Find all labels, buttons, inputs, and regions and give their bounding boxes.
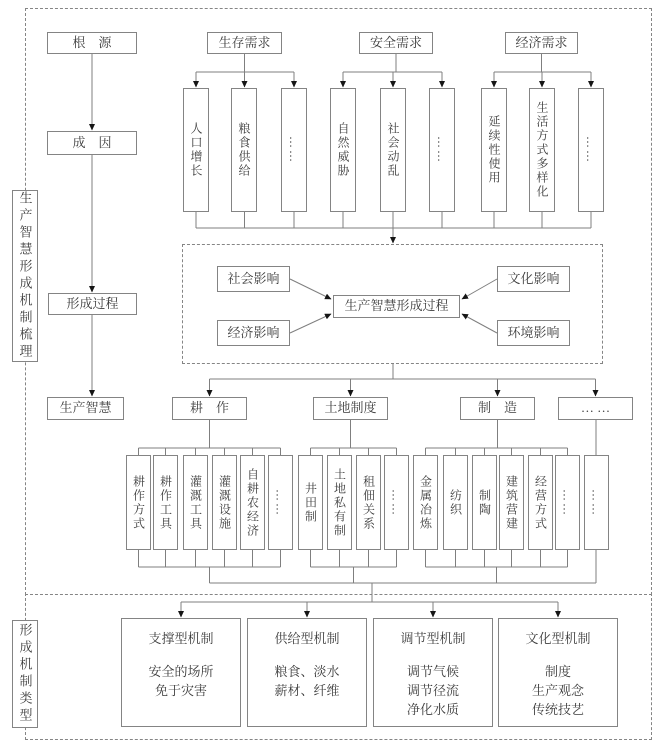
category-manufacturing: 制 造	[460, 397, 535, 420]
flow-box-process: 形成过程	[48, 293, 137, 315]
need-col-population-growth: 人口增长	[183, 88, 209, 212]
category-land-system: 土地制度	[313, 397, 388, 420]
mechanism-title: 供给型机制	[274, 631, 340, 646]
need-col-natural-threat: 自然威胁	[330, 88, 356, 212]
mechanism-title: 调节型机制	[400, 631, 466, 646]
need-group-safety: 安全需求	[359, 32, 433, 54]
need-col-safety-ellipsis: ……	[429, 88, 455, 212]
manu-col-business-mode: 经营方式	[528, 455, 553, 550]
farming-col-ellipsis: ……	[268, 455, 293, 550]
land-col-ellipsis: ……	[384, 455, 409, 550]
other-col-ellipsis: ……	[584, 455, 609, 550]
influence-cultural: 文化影响	[497, 266, 570, 292]
category-ellipsis: … …	[558, 397, 633, 420]
farming-col-method: 耕作方式	[126, 455, 151, 550]
flow-box-wisdom: 生产智慧	[47, 397, 124, 420]
mechanism-cultural	[498, 618, 618, 727]
mechanism-title: 支撑型机制	[148, 631, 214, 646]
need-col-lifestyle-diversity: 生活方式多样化	[529, 88, 555, 212]
manu-col-ellipsis: ……	[555, 455, 580, 550]
need-col-economy-ellipsis: ……	[578, 88, 604, 212]
land-col-tenancy: 租佃关系	[356, 455, 381, 550]
flow-box-cause: 成 因	[47, 131, 137, 155]
manu-col-pottery: 制陶	[472, 455, 497, 550]
land-col-well-field: 井田制	[298, 455, 323, 550]
side-label-bottom: 形成机制类型	[12, 620, 38, 728]
influence-economic: 经济影响	[217, 320, 290, 346]
influence-social: 社会影响	[217, 266, 290, 292]
mechanism-line: 免于灾害	[154, 682, 207, 698]
need-group-survival: 生存需求	[207, 32, 282, 54]
side-label-top: 生产智慧形成机制梳理	[12, 190, 38, 362]
need-col-food-supply: 粮食供给	[231, 88, 257, 212]
manu-col-textile: 纺织	[443, 455, 468, 550]
mechanism-regulation	[373, 618, 493, 727]
farming-col-irrigation-tools: 灌溉工具	[183, 455, 208, 550]
mechanism-line: 调节径流	[406, 682, 459, 698]
mechanism-title: 文化型机制	[525, 631, 591, 646]
need-group-economy: 经济需求	[505, 32, 578, 54]
land-col-private-ownership: 土地私有制	[327, 455, 352, 550]
mechanism-line: 生产观念	[531, 682, 584, 698]
farming-col-irrigation-facilities: 灌溉设施	[212, 455, 237, 550]
mechanism-line: 制度	[544, 663, 571, 679]
mechanism-supply	[247, 618, 367, 727]
mechanism-support	[121, 618, 241, 727]
manu-col-metal-smelting: 金属冶炼	[413, 455, 438, 550]
mechanism-line: 净化水质	[406, 701, 459, 717]
mechanism-line: 调节气候	[406, 663, 459, 679]
influence-environmental: 环境影响	[497, 320, 570, 346]
need-col-social-unrest: 社会动乱	[380, 88, 406, 212]
mechanism-line: 粮食、淡水	[274, 663, 340, 679]
farming-col-smallholder-economy: 自耕农经济	[240, 455, 265, 550]
mechanism-line: 薪材、纤维	[274, 682, 340, 698]
farming-col-tools: 耕作工具	[153, 455, 178, 550]
need-col-continuous-use: 延续性使用	[481, 88, 507, 212]
category-farming: 耕 作	[172, 397, 247, 420]
need-col-survival-ellipsis: ……	[281, 88, 307, 212]
flow-box-root: 根 源	[47, 32, 137, 54]
influence-center-process: 生产智慧形成过程	[333, 295, 460, 318]
mechanism-line: 传统技艺	[531, 701, 584, 717]
manu-col-construction: 建筑营建	[499, 455, 524, 550]
mechanism-line: 安全的场所	[148, 663, 214, 679]
